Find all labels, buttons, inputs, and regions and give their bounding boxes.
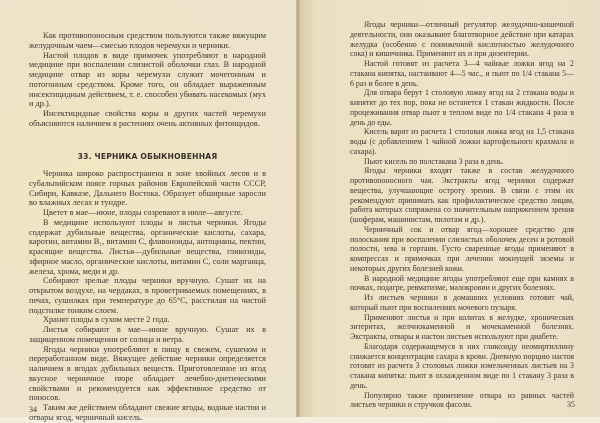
paragraph: Для отвара берут 1 столовую ложку ягод на 2 стакана воды и кипятят до тех пор, пока не останется 1 стакан жидкости. После процеживания отвар пьют в теплом виде по 1/4 стакана 4 раза в день до еды. [350,88,574,127]
intro-text [29,31,266,129]
paragraph: Благодаря содержащемуся в них гликозиду неомиртиллину снижается концентрация сахара в крови. Дневную порцию настоя готовят из расчета 3 столовых ложки измельченных листьев на 3 стакана кипятка: пьют в охлажденном виде по 1 стакану 3 раза в день. [350,341,574,390]
paragraph: Из листьев черники в домашних условиях готовят чай, который пьют при воспалениях мочевого пузыря. [350,293,574,312]
paragraph: Листья собирают в мае—июне вручную. Сушат их в защищенном помещении от солнца и ветра. [29,325,266,344]
paragraph: Применяют листья и при колитах в желудке, хронических энтеритах, желчнокаменной и мочекаменной болезнях. Экстракты, отвары и настои листьев используют при диабете. [350,312,574,341]
section-text [29,169,266,423]
paragraph: Ягоды черники—отличный регулятор желудочно-кишечной деятельности, они оказывают благотворное действие при катарах желудка (особенно с пониженной кислотностью желудочного сока) и кишечника. Применяют их и при дизентерии. [350,20,574,59]
paragraph: В народной медицине ягоды употребляют еще при камнях в почках, подагре, ревматизме, малокровии и других болезнях. [350,273,574,293]
page-number: 34 [29,405,37,414]
paragraph: Как противопоносным средством пользуются также вяжущим желудочным чаем—смесью плодов черемухи и черники. [29,31,266,50]
paragraph: Популярно также применение отвара из равных частей листьев черники и стручков фасоли. [350,390,574,410]
paragraph: Ягоды черники употребляют в пищу в свежем, сушеном и переработанном виде. Вяжущее действие черники определяется наличием в ягодах дубильных веществ. Приготовленное из ягод вкусное черничное пюре обладает лечебно-диетическими свойствами и рекомендуется как эффективное средство от поносов. [29,344,266,403]
paragraph: В медицине используют плоды и листья черники. Ягоды содержат дубильные вещества, органические кислоты, сахара, каротин, витамин B₁, витамин C, флавоноиды, антоцианы, пектин, красящие вещества. Листья—дубильные вещества, гликозиды, эфирное масло, органические кислоты, витамин C, соли марганца, железа, хрома, меди и др. [29,217,266,276]
paragraph: Собирают зрелые плоды черники вручную. Сушат их на открытом воздухе, на чердаках, в проветриваемых помещениях, в печах, сушилках при температуре до 65°C, расстилая на чистой подстилке тонким слоем. [29,276,266,315]
page-text [350,20,574,410]
book-gutter [296,0,300,417]
left-page [0,0,299,422]
paragraph: Настой плодов в виде примочек употребляют в народной медицине при воспалении слизистой оболочки глаз. В народной медицине отвар из коры черемухи служит мочегонным и потогонным средством. Кроме того, он обладает выраженным инсектицидным действием, т. е. способен убивать насекомых (мух и др.). [29,50,266,109]
paragraph: Цветет в мае—июне, плоды созревают в июле—августе. [43,208,243,217]
paragraph: Ягоды черники входят также в состав желудочного противопоносного чая. Экстракты ягод черники содержат вещества, улучшающие остроту зрения. В связи с этим их рекомендуют принимать как профилактическое средство лицам, работа которых сопряжена со значительным напряжением зрения (шоферам, машинистам, пилотам и др.). [350,166,574,224]
paragraph: Черника широко распространена в зоне хвойных лесов и в субальпийском поясе горных районов Европейской части СССР, Сибири, Кавказе, Дальнего Востока. Образует обширные заросли во влажных лесах и тундре. [29,169,266,208]
right-page [299,0,600,417]
page-number: 35 [567,400,575,409]
paragraph: Хранят плоды в сухом месте 2 года. [43,315,170,325]
paragraph: Инсектицидные свойства коры и других частей черемухи объясняются наличием в растениях очень активных фитонцидов. [29,109,266,128]
paragraph: Черничный сок и отвар ягод—хорошее средство для полоскания при воспалении слизистых оболочек десен и ротовой полости, зева и гортани. Густо сваренные ягоды применяют в компрессах и примочках при лечении мокнущей экземы и некоторых других болезней кожи. [350,224,574,273]
section-heading: 33. ЧЕРНИКА ОБЫКНОВЕННАЯ [77,152,218,161]
paragraph: Таким же действием обладают свежие ягоды, водные настои и отвары ягод, черничный кисель. [29,403,266,422]
paragraph: Кисель варят из расчета 1 столовая ложка ягод на 1,5 стакана воды (с добавлением 1 чайной ложки картофельного крахмала и сахара). [350,127,574,156]
paragraph: Пьют кисель по полстакана 3 раза в день. [364,156,504,166]
paragraph: Настой готовят из расчета 3—4 чайные ложки ягод на 2 стакана кипятка, настаивают 4—5 час., и пьют по 1/4 стакана 5—6 раз и более в день. [350,59,574,88]
